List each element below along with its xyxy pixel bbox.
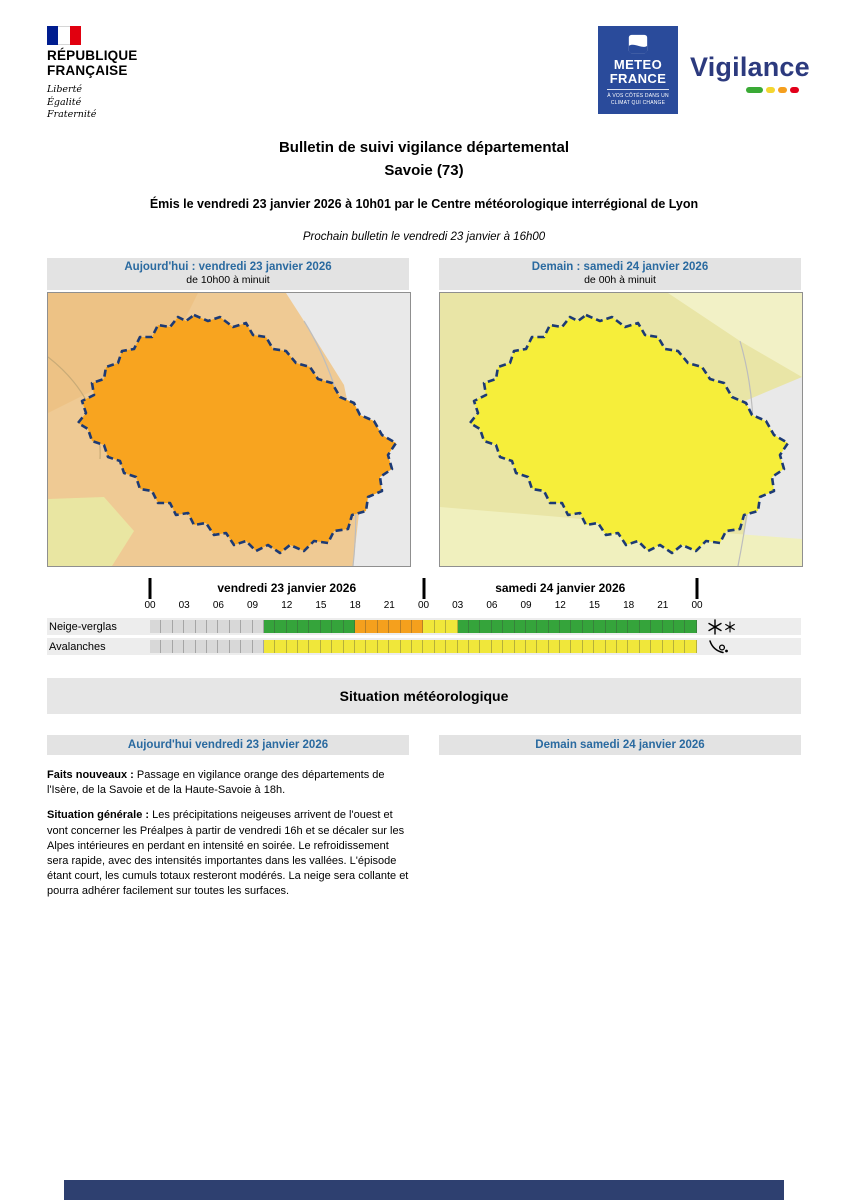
map-tomorrow-title: Demain : samedi 24 janvier 2026	[531, 261, 709, 273]
timeline-cell	[663, 620, 674, 633]
timeline-hour-label: 21	[383, 600, 395, 611]
vigilance-wordmark: Vigilance	[690, 52, 810, 82]
timeline-cell	[161, 640, 172, 653]
page-title-line1: Bulletin de suivi vigilance départemental	[278, 139, 570, 156]
timeline-cell	[469, 640, 480, 653]
timeline-track	[144, 578, 703, 615]
timeline-cell	[264, 620, 275, 633]
paragraph-text: Les précipitations neigeuses arrivent de l'ouest et vont concerner les Préalpes à partir de vendredi 16h et se décaler sur les Alpes intérieures en perdant en intensité en soirée. Le refroidissement sera rapide, avec des intensités importantes dans les vallées. L'épisode étant court, les cumuls totaux resteront modérés. La neige sera collante et pourra adhérer facilement sur toutes les surfaces.	[47, 809, 409, 898]
timeline-hour-label: 00	[144, 600, 156, 611]
emission-line: Émis le vendredi 23 janvier 2026 à 10h01 par le Centre météorologique interrégional de Lyon	[149, 197, 699, 211]
avalanche-icon	[707, 639, 729, 655]
timeline-cell	[218, 620, 229, 633]
timeline-bar-neige-verglas	[150, 620, 697, 633]
timeline-cell	[537, 620, 548, 633]
timeline-cell	[423, 640, 434, 653]
timeline-row-avalanches	[47, 638, 801, 655]
motto-fraternite: Fraternité	[47, 109, 97, 121]
timeline-cell	[423, 620, 434, 633]
day-boundary-tick	[149, 578, 152, 599]
timeline-hour-label: 03	[452, 600, 464, 611]
map-tomorrow-subtitle: de 00h à minuit	[584, 274, 656, 286]
timeline-cell	[628, 620, 639, 633]
timeline-cell	[184, 640, 195, 653]
footer-bar	[64, 1180, 784, 1200]
timeline-day-1-label: vendredi 23 janvier 2026	[217, 581, 357, 595]
timeline-hour-label: 00	[417, 600, 430, 611]
timeline-cell	[321, 620, 332, 633]
timeline-cell	[480, 640, 491, 653]
timeline-cell	[503, 640, 514, 653]
timeline-cell	[458, 620, 469, 633]
timeline-cell	[378, 640, 389, 653]
timeline-cell	[492, 640, 503, 653]
day-boundary-tick	[422, 578, 425, 599]
timeline-cell	[389, 640, 400, 653]
timeline-cell	[366, 640, 377, 653]
timeline-hour-label: 00	[691, 600, 703, 611]
timeline-cell	[446, 620, 457, 633]
republique-francaise-logo	[47, 26, 138, 122]
timeline-cell	[355, 620, 366, 633]
paragraph-faits-nouveaux	[47, 768, 409, 798]
timeline-hour-labels	[144, 600, 703, 615]
vigilance-bar-yellow	[766, 87, 775, 93]
vigilance-color-bars	[690, 87, 802, 93]
paragraph-label: Situation générale :	[47, 809, 150, 822]
timeline-cell	[230, 620, 241, 633]
timeline-cell	[606, 640, 617, 653]
map-panel-tomorrow-header	[439, 258, 801, 290]
timeline-cell	[241, 620, 252, 633]
situation-section-title: Situation météorologique	[47, 678, 801, 714]
timeline-hour-label: 09	[520, 600, 532, 611]
timeline-cell	[412, 620, 423, 633]
vigilance-bar-green	[746, 87, 763, 93]
timeline-cell	[560, 640, 571, 653]
map-panel-tomorrow	[439, 258, 801, 567]
timeline-cell	[674, 640, 685, 653]
timeline-cell	[366, 620, 377, 633]
timeline-hour-label: 09	[247, 600, 259, 611]
timeline-cell	[344, 640, 355, 653]
timeline-hour-label: 06	[486, 600, 498, 611]
timeline-day-2-label: samedi 24 janvier 2026	[495, 581, 626, 595]
timeline-cell	[503, 620, 514, 633]
timeline-hour-label: 12	[281, 600, 293, 611]
situation-today-body	[47, 768, 409, 909]
timeline-cell	[458, 640, 469, 653]
timeline-cell	[389, 620, 400, 633]
map-panel-today-header	[47, 258, 409, 290]
timeline-cell	[640, 640, 651, 653]
timeline-cell	[344, 620, 355, 633]
next-bulletin-line: Prochain bulletin le vendredi 23 janvier à 16h00	[302, 231, 546, 243]
timeline-cell	[207, 620, 218, 633]
timeline-hour-label: 06	[212, 600, 224, 611]
timeline-cell	[446, 640, 457, 653]
meteo-france-icon	[627, 33, 649, 55]
map-today-subtitle: de 10h00 à minuit	[186, 274, 270, 286]
timeline-cell	[173, 620, 184, 633]
timeline-cell	[628, 640, 639, 653]
timeline-cell	[287, 640, 298, 653]
republique-name	[47, 49, 138, 79]
timeline-cell	[617, 620, 628, 633]
timeline-cell	[435, 640, 446, 653]
timeline-cell	[480, 620, 491, 633]
timeline-cell	[287, 620, 298, 633]
paragraph-situation-generale	[47, 808, 409, 899]
timeline-cell	[309, 620, 320, 633]
timeline-cell	[583, 640, 594, 653]
paragraph-text: Passage en vigilance orange des départements de l'Isère, de la Savoie et de la Haute-Savoie à 18h.	[47, 769, 385, 797]
timeline-cell	[571, 640, 582, 653]
timeline-cell	[196, 640, 207, 653]
timeline-cell	[309, 640, 320, 653]
timeline-cell	[401, 620, 412, 633]
timeline-cell	[435, 620, 446, 633]
maps-row	[47, 258, 801, 567]
timeline-row-neige-verglas	[47, 618, 801, 635]
timeline-cell	[218, 640, 229, 653]
timeline-cell	[207, 640, 218, 653]
timeline-cell	[663, 640, 674, 653]
timeline-cell	[355, 640, 366, 653]
timeline-hour-label: 12	[554, 600, 566, 611]
snow-ice-icon	[707, 619, 737, 635]
timeline-day-headers	[150, 578, 697, 600]
timeline-cell	[583, 620, 594, 633]
timeline-cell	[150, 640, 161, 653]
timeline-cell	[469, 620, 480, 633]
paragraph-label: Faits nouveaux :	[47, 769, 134, 781]
timeline	[47, 578, 801, 655]
timeline-cell	[321, 640, 332, 653]
meteo-line2: FRANCE	[609, 70, 667, 86]
timeline-cell	[173, 640, 184, 653]
timeline-cell	[378, 620, 389, 633]
timeline-hour-label: 15	[315, 600, 327, 611]
timeline-cell	[241, 640, 252, 653]
situation-today-header: Aujourd'hui vendredi 23 janvier 2026	[47, 735, 409, 755]
timeline-cell	[515, 640, 526, 653]
timeline-cell	[161, 620, 172, 633]
timeline-cell	[640, 620, 651, 633]
timeline-cell	[401, 640, 412, 653]
timeline-cell	[150, 620, 161, 633]
timeline-cell	[230, 640, 241, 653]
vigilance-bar-orange	[778, 87, 787, 93]
timeline-cell	[275, 620, 286, 633]
meteo-france-logo	[598, 26, 678, 114]
timeline-hour-label: 15	[588, 600, 600, 611]
timeline-cell	[184, 620, 195, 633]
meteo-tagline: À VOS CÔTÉS DANS UN CLIMAT QUI CHANGE	[607, 89, 669, 107]
timeline-cell	[264, 640, 275, 653]
timeline-cell	[594, 640, 605, 653]
timeline-cell	[412, 640, 423, 653]
timeline-cell	[515, 620, 526, 633]
situation-tomorrow-header: Demain samedi 24 janvier 2026	[439, 735, 801, 755]
timeline-bar-avalanches	[150, 640, 697, 653]
french-flag-icon	[47, 26, 81, 45]
timeline-hour-label: 18	[623, 600, 635, 611]
day-boundary-tick	[696, 578, 699, 599]
vigilance-bar-red	[790, 87, 799, 93]
page-title-department: Savoie (73)	[384, 162, 464, 180]
timeline-cell	[526, 640, 537, 653]
timeline-hour-label: 21	[657, 600, 669, 611]
page-title	[0, 136, 848, 183]
timeline-cell	[298, 640, 309, 653]
timeline-hour-label: 03	[178, 600, 190, 611]
vigilance-map-today	[47, 292, 411, 567]
timeline-row-label: Avalanches	[49, 640, 106, 653]
republique-line2: FRANÇAISE	[47, 62, 128, 78]
timeline-cell	[651, 640, 662, 653]
republique-line1: RÉPUBLIQUE	[47, 48, 138, 63]
timeline-cell	[594, 620, 605, 633]
timeline-cell	[492, 620, 503, 633]
map-panel-today	[47, 258, 409, 567]
timeline-cell	[549, 640, 560, 653]
timeline-cell	[606, 620, 617, 633]
timeline-cell	[332, 620, 343, 633]
timeline-cell	[253, 640, 264, 653]
timeline-cell	[537, 640, 548, 653]
vigilance-map-tomorrow	[439, 292, 803, 567]
timeline-cell	[275, 640, 286, 653]
motto-egalite: Égalité	[47, 96, 82, 108]
timeline-cell	[617, 640, 628, 653]
map-today-title: Aujourd'hui : vendredi 23 janvier 2026	[124, 261, 332, 273]
timeline-cell	[571, 620, 582, 633]
timeline-cell	[674, 620, 685, 633]
timeline-cell	[298, 620, 309, 633]
timeline-cell	[196, 620, 207, 633]
motto	[47, 84, 138, 122]
timeline-cell	[651, 620, 662, 633]
meteo-line1: METEO	[613, 56, 663, 72]
timeline-row-label: Neige-verglas	[49, 620, 117, 633]
timeline-cell	[253, 620, 264, 633]
timeline-cell	[560, 620, 571, 633]
timeline-cell	[526, 620, 537, 633]
timeline-cell	[685, 640, 696, 653]
timeline-hour-label: 18	[349, 600, 361, 611]
motto-liberte: Liberté	[47, 83, 83, 95]
timeline-cell	[332, 640, 343, 653]
timeline-cell	[685, 620, 696, 633]
timeline-cell	[549, 620, 560, 633]
meteo-france-name	[610, 58, 667, 85]
vigilance-logo	[690, 52, 810, 93]
